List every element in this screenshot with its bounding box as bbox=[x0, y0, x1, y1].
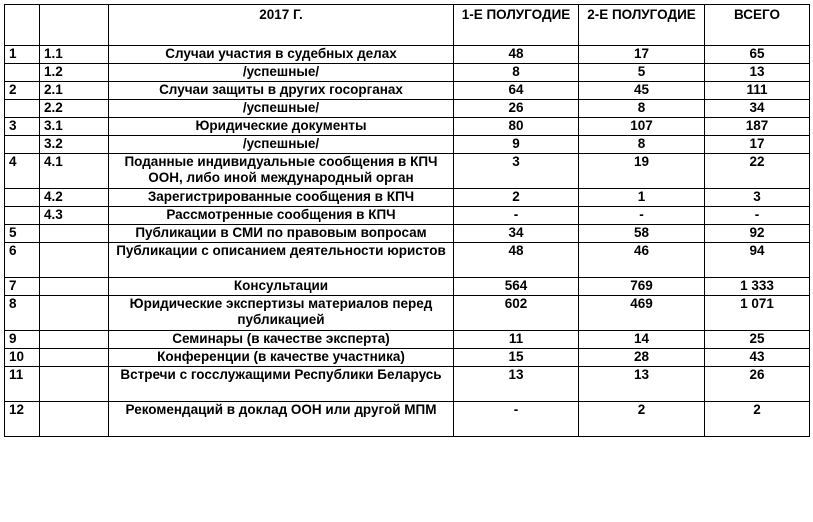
total-value: 2 bbox=[705, 402, 810, 437]
table-row bbox=[5, 225, 810, 243]
second-half-value: 8 bbox=[579, 100, 705, 118]
total-value: 92 bbox=[705, 225, 810, 243]
row-number: 5 bbox=[5, 225, 40, 243]
total-value: 13 bbox=[705, 64, 810, 82]
first-half-value: 80 bbox=[454, 118, 579, 136]
row-number bbox=[5, 64, 40, 82]
table-row bbox=[5, 189, 810, 207]
header-row bbox=[5, 5, 810, 46]
row-label: Публикации с описанием деятельности юристов bbox=[109, 243, 454, 278]
row-number: 10 bbox=[5, 349, 40, 367]
row-subnumber bbox=[40, 243, 109, 278]
second-half-value: 17 bbox=[579, 46, 705, 64]
total-value: 25 bbox=[705, 331, 810, 349]
first-half-value: 26 bbox=[454, 100, 579, 118]
first-half-value: 11 bbox=[454, 331, 579, 349]
row-number: 4 bbox=[5, 154, 40, 189]
row-label: Зарегистрированные сообщения в КПЧ bbox=[109, 189, 454, 207]
table-row bbox=[5, 296, 810, 331]
second-half-value: 1 bbox=[579, 189, 705, 207]
table-row bbox=[5, 154, 810, 189]
row-label: Встречи с госслужащими Республики Беларусь bbox=[109, 367, 454, 402]
header-second-half: 2-Е ПОЛУГОДИЕ bbox=[579, 5, 705, 46]
second-half-value: 58 bbox=[579, 225, 705, 243]
table-row bbox=[5, 100, 810, 118]
second-half-value: 469 bbox=[579, 296, 705, 331]
row-number: 7 bbox=[5, 278, 40, 296]
row-label: Рассмотренные сообщения в КПЧ bbox=[109, 207, 454, 225]
row-label: Поданные индивидуальные сообщения в КПЧ ООН, либо иной международный орган bbox=[109, 154, 454, 189]
table-row bbox=[5, 349, 810, 367]
total-value: 43 bbox=[705, 349, 810, 367]
statistics-table bbox=[4, 4, 810, 437]
row-number bbox=[5, 136, 40, 154]
row-subnumber: 3.1 bbox=[40, 118, 109, 136]
row-label: Случаи участия в судебных делах bbox=[109, 46, 454, 64]
row-number: 6 bbox=[5, 243, 40, 278]
row-subnumber: 1.2 bbox=[40, 64, 109, 82]
first-half-value: - bbox=[454, 402, 579, 437]
first-half-value: 2 bbox=[454, 189, 579, 207]
second-half-value: 8 bbox=[579, 136, 705, 154]
table-row bbox=[5, 243, 810, 278]
row-number: 3 bbox=[5, 118, 40, 136]
header-first-half: 1-Е ПОЛУГОДИЕ bbox=[454, 5, 579, 46]
first-half-value: 48 bbox=[454, 243, 579, 278]
table-row bbox=[5, 367, 810, 402]
total-value: - bbox=[705, 207, 810, 225]
total-value: 1 071 bbox=[705, 296, 810, 331]
total-value: 111 bbox=[705, 82, 810, 100]
second-half-value: 28 bbox=[579, 349, 705, 367]
row-subnumber: 1.1 bbox=[40, 46, 109, 64]
row-label: /успешные/ bbox=[109, 136, 454, 154]
row-label: /успешные/ bbox=[109, 100, 454, 118]
second-half-value: 769 bbox=[579, 278, 705, 296]
row-subnumber bbox=[40, 402, 109, 437]
row-label: Публикации в СМИ по правовым вопросам bbox=[109, 225, 454, 243]
row-number: 8 bbox=[5, 296, 40, 331]
table-row bbox=[5, 118, 810, 136]
first-half-value: 602 bbox=[454, 296, 579, 331]
total-value: 17 bbox=[705, 136, 810, 154]
second-half-value: 13 bbox=[579, 367, 705, 402]
row-number bbox=[5, 100, 40, 118]
table-row bbox=[5, 82, 810, 100]
first-half-value: 9 bbox=[454, 136, 579, 154]
row-number bbox=[5, 189, 40, 207]
first-half-value: 13 bbox=[454, 367, 579, 402]
table-row bbox=[5, 207, 810, 225]
total-value: 1 333 bbox=[705, 278, 810, 296]
row-subnumber bbox=[40, 278, 109, 296]
header-year-title: 2017 Г. bbox=[109, 5, 454, 46]
total-value: 3 bbox=[705, 189, 810, 207]
row-subnumber: 4.1 bbox=[40, 154, 109, 189]
row-number: 9 bbox=[5, 331, 40, 349]
total-value: 34 bbox=[705, 100, 810, 118]
row-number: 2 bbox=[5, 82, 40, 100]
second-half-value: 107 bbox=[579, 118, 705, 136]
table-row bbox=[5, 402, 810, 437]
row-label: Рекомендаций в доклад ООН или другой МПМ bbox=[109, 402, 454, 437]
row-label: Конференции (в качестве участника) bbox=[109, 349, 454, 367]
row-label: Юридические документы bbox=[109, 118, 454, 136]
row-subnumber bbox=[40, 331, 109, 349]
first-half-value: 15 bbox=[454, 349, 579, 367]
total-value: 94 bbox=[705, 243, 810, 278]
row-label: /успешные/ bbox=[109, 64, 454, 82]
second-half-value: 19 bbox=[579, 154, 705, 189]
header-sub-cell bbox=[40, 5, 109, 46]
table-row bbox=[5, 136, 810, 154]
second-half-value: - bbox=[579, 207, 705, 225]
second-half-value: 45 bbox=[579, 82, 705, 100]
row-label: Консультации bbox=[109, 278, 454, 296]
row-number bbox=[5, 207, 40, 225]
row-number: 12 bbox=[5, 402, 40, 437]
total-value: 26 bbox=[705, 367, 810, 402]
row-subnumber bbox=[40, 349, 109, 367]
table-row bbox=[5, 278, 810, 296]
row-subnumber: 2.1 bbox=[40, 82, 109, 100]
total-value: 22 bbox=[705, 154, 810, 189]
first-half-value: 8 bbox=[454, 64, 579, 82]
first-half-value: 3 bbox=[454, 154, 579, 189]
row-number: 1 bbox=[5, 46, 40, 64]
first-half-value: 48 bbox=[454, 46, 579, 64]
row-subnumber: 4.3 bbox=[40, 207, 109, 225]
second-half-value: 5 bbox=[579, 64, 705, 82]
row-subnumber bbox=[40, 225, 109, 243]
row-subnumber bbox=[40, 367, 109, 402]
first-half-value: 34 bbox=[454, 225, 579, 243]
total-value: 65 bbox=[705, 46, 810, 64]
first-half-value: - bbox=[454, 207, 579, 225]
first-half-value: 564 bbox=[454, 278, 579, 296]
row-subnumber: 3.2 bbox=[40, 136, 109, 154]
row-label: Случаи защиты в других госорганах bbox=[109, 82, 454, 100]
table-row bbox=[5, 64, 810, 82]
table-row bbox=[5, 331, 810, 349]
second-half-value: 14 bbox=[579, 331, 705, 349]
table-row bbox=[5, 46, 810, 64]
row-number: 11 bbox=[5, 367, 40, 402]
header-num-cell bbox=[5, 5, 40, 46]
second-half-value: 46 bbox=[579, 243, 705, 278]
row-label: Юридические экспертизы материалов перед публикацией bbox=[109, 296, 454, 331]
header-total: ВСЕГО bbox=[705, 5, 810, 46]
first-half-value: 64 bbox=[454, 82, 579, 100]
row-subnumber: 4.2 bbox=[40, 189, 109, 207]
row-subnumber: 2.2 bbox=[40, 100, 109, 118]
row-subnumber bbox=[40, 296, 109, 331]
total-value: 187 bbox=[705, 118, 810, 136]
row-label: Семинары (в качестве эксперта) bbox=[109, 331, 454, 349]
second-half-value: 2 bbox=[579, 402, 705, 437]
